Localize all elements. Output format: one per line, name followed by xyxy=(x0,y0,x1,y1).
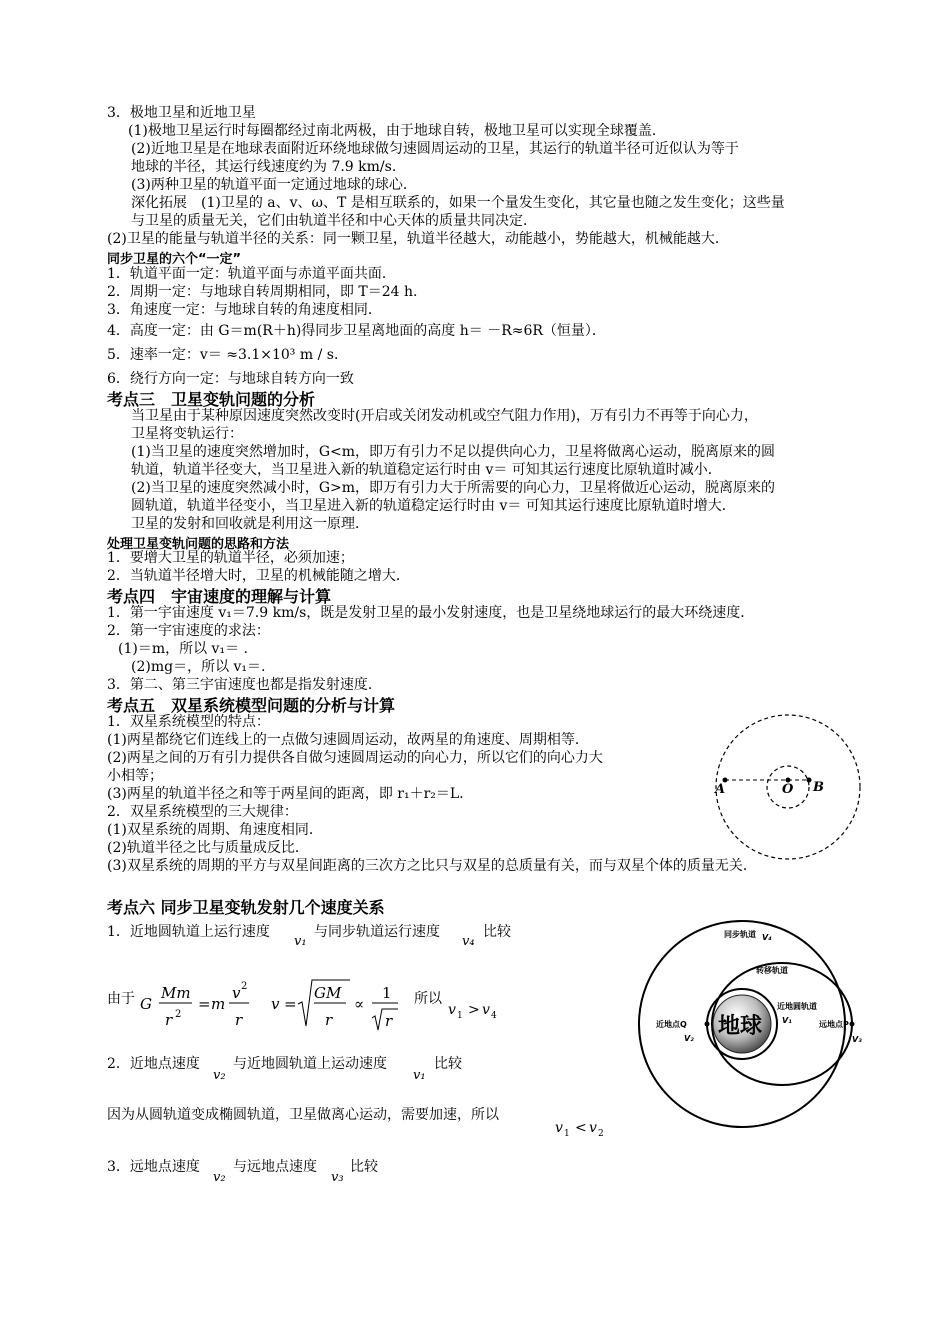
sync-title: 同步卫星的六个“一定” xyxy=(107,252,242,267)
svg-text:v: v xyxy=(232,984,241,1002)
label-a: A xyxy=(715,782,726,797)
point-p xyxy=(850,1022,855,1027)
s3-line-5: 深化拓展 (1)卫星的 a、v、ω、T 是相互联系的，如果一个量发生变化，其它量也随之发生变化；这些量 xyxy=(131,195,785,211)
k4-line-2: 2．第一宇宙速度的求法： xyxy=(107,623,270,639)
svg-text:2: 2 xyxy=(241,981,248,992)
sync-orbit-label: 同步轨道 xyxy=(724,930,756,939)
svg-text:v: v xyxy=(448,1002,456,1018)
k5-line-8: (2)轨道半径之比与质量成反比． xyxy=(107,840,309,856)
k6-q2-a: 2．近地点速度 xyxy=(107,1056,200,1072)
svg-text:GM: GM xyxy=(314,984,342,1002)
k3-line-3: (1)当卫星的速度突然增加时，G<m，即万有引力不足以提供向心力，卫星将做离心运动，脱离原来的圆 xyxy=(131,444,776,460)
k3-line-5: (2)当卫星的速度突然减小时，G>m，即万有引力大于所需要的向心力，卫星将做近心运动，脱离原来的 xyxy=(131,480,776,496)
sync-line-2: 2．周期一定：与地球自转周期相同，即 T＝24 h. xyxy=(107,284,418,300)
k3-line-7: 卫星的发射和回收就是利用这一原理． xyxy=(131,516,369,532)
k4-line-5: 3．第二、第三宇宙速度也都是指发射速度． xyxy=(107,677,382,693)
label-o: O xyxy=(782,782,794,797)
k6-q2-b: 与近地圆轨道上运动速度 xyxy=(233,1056,387,1072)
k6-q1-v4: v₄ xyxy=(462,934,475,949)
k4-line-3: (1)＝m，所以 v₁＝ . xyxy=(118,641,248,657)
svg-text:<: < xyxy=(575,1120,587,1136)
transfer-orbit-label: 转移轨道 xyxy=(756,966,788,975)
orbit-transfer-figure xyxy=(634,918,860,1130)
k6-v1-lt-v2 xyxy=(553,1116,613,1140)
svg-text:=: = xyxy=(198,995,211,1013)
k6-q3-v2: v₂ xyxy=(213,1170,226,1185)
svg-text:r: r xyxy=(235,1011,243,1029)
k6-v1-gt-v4 xyxy=(446,998,506,1022)
k6-q3-b: 与远地点速度 xyxy=(233,1159,317,1175)
s3-line-7: (2)卫星的能量与轨道半径的关系：同一颗卫星，轨道半径越大，动能越小，势能越大，机械能越大． xyxy=(107,231,729,247)
k6-q2-v2: v₂ xyxy=(213,1068,226,1083)
k5-line-4: 小相等； xyxy=(107,768,163,784)
sync-line-3: 3．角速度一定：与地球自转的角速度相同． xyxy=(107,302,382,318)
k3-method-1: 1．要增大卫星的轨道半径，必须加速； xyxy=(107,550,354,566)
svg-text:m: m xyxy=(211,995,226,1013)
k3-line-6: 圆轨道，轨道半径变小，当卫星进入新的轨道稳定运行时由 v＝ 可知其运行速度比原轨道时增大． xyxy=(131,498,736,514)
k5-line-1: 1．双星系统模型的特点： xyxy=(107,714,270,730)
k4-line-1: 1．第一宇宙速度 v₁＝7.9 km/s，既是发射卫星的最小发射速度，也是卫星绕地球运行的最大环绕速度． xyxy=(107,605,755,621)
svg-text:1: 1 xyxy=(457,1011,463,1021)
near-orbit-label: 近地圆轨道 xyxy=(777,1002,817,1011)
k5-line-6: 2．双星系统模型的三大规律： xyxy=(107,804,298,820)
k4-line-4: (2)mg＝，所以 v₁＝. xyxy=(131,659,266,675)
k5-line-2: (1)两星都绕它们连线上的一点做匀速圆周运动，故两星的角速度、周期相等． xyxy=(107,732,589,748)
k3-method-2: 2．当轨道半径增大时，卫星的机械能随之增大． xyxy=(107,568,410,584)
svg-text:2: 2 xyxy=(175,1009,182,1020)
sync-line-6: 6．绕行方向一定：与地球自转方向一致 xyxy=(107,371,354,387)
svg-text:r: r xyxy=(385,1012,393,1030)
k6-q2-v1: v₁ xyxy=(413,1068,426,1083)
svg-text:>: > xyxy=(468,1002,480,1018)
s3-line-2: (2)近地卫星是在地球表面附近环绕地球做匀速圆周运动的卫星，其运行的轨道半径可近似认为等于 xyxy=(131,141,739,157)
svg-text:Mm: Mm xyxy=(161,984,191,1002)
k5-line-7: (1)双星系统的周期、角速度相同． xyxy=(107,822,323,838)
k5-line-3: (2)两星之间的万有引力提供各自做匀速圆周运动的向心力，所以它们的向心力大 xyxy=(107,750,603,766)
k4-title: 考点四 宇宙速度的理解与计算 xyxy=(107,587,332,606)
far-point-p-label: 远地点P xyxy=(819,1020,849,1029)
earth-label: 地球 xyxy=(718,1014,763,1039)
k6-formula xyxy=(136,976,416,1034)
binary-star-figure xyxy=(712,712,862,862)
k6-therefore: 所以 xyxy=(414,991,442,1007)
near-v1-label: V₁ xyxy=(782,1016,792,1025)
sync-v4-label: V₄ xyxy=(762,933,772,942)
s3-line-3: 地球的半径，其运行线速度约为 7.9 km/s. xyxy=(131,159,397,175)
sync-line-5: 5．速率一定：v＝ ≈3.1×10³ m / s． xyxy=(107,347,348,363)
sync-line-4: 4．高度一定：由 G＝m(R＋h)得同步卫星离地面的高度 h＝ －R≈6R（恒量）． xyxy=(107,323,606,339)
svg-text:∝: ∝ xyxy=(354,995,365,1013)
k6-q1-v1: v₁ xyxy=(294,934,307,949)
svg-text:4: 4 xyxy=(491,1011,497,1021)
k6-q1-a: 1．近地圆轨道上运行速度 xyxy=(107,924,270,940)
svg-text:G: G xyxy=(140,995,152,1013)
k6-q2-reason: 因为从圆轨道变成椭圆轨道，卫星做离心运动，需要加速，所以 xyxy=(107,1107,499,1123)
svg-text:v: v xyxy=(589,1120,597,1136)
k6-because: 由于 xyxy=(107,991,135,1007)
k3-line-2: 卫星将变轨运行： xyxy=(131,426,243,442)
svg-text:r: r xyxy=(325,1011,333,1029)
k6-q3-a: 3．远地点速度 xyxy=(107,1159,200,1175)
k3-method-title: 处理卫星变轨问题的思路和方法 xyxy=(107,537,290,552)
k6-q1-c: 比较 xyxy=(483,924,511,940)
k6-q2-c: 比较 xyxy=(434,1056,462,1072)
sync-line-1: 1．轨道平面一定：轨道平面与赤道平面共面． xyxy=(107,266,396,282)
svg-text:1: 1 xyxy=(382,984,392,1002)
k3-title: 考点三 卫星变轨问题的分析 xyxy=(107,390,316,409)
k3-line-4: 轨道，轨道半径变大，当卫星进入新的轨道稳定运行时由 v＝ 可知其运行速度比原轨道时减小． xyxy=(131,462,722,478)
v3-label: V₃ xyxy=(852,1035,862,1044)
k6-q3-c: 比较 xyxy=(350,1159,378,1175)
k6-q1-b: 与同步轨道运行速度 xyxy=(314,924,440,940)
s3-line-6: 与卫星的质量无关，它们由轨道半径和中心天体的质量共同决定． xyxy=(131,213,537,229)
k5-line-5: (3)两星的轨道半径之和等于两星间的距离，即 r₁＋r₂＝L. xyxy=(107,786,464,802)
point-q xyxy=(705,1022,710,1027)
s3-line-4: (3)两种卫星的轨道平面一定通过地球的球心． xyxy=(131,177,417,193)
svg-text:=: = xyxy=(284,995,297,1013)
s3-line-0: 3．极地卫星和近地卫星 xyxy=(107,105,256,121)
label-b: B xyxy=(813,780,824,795)
star-b-dot xyxy=(807,778,812,783)
svg-text:r: r xyxy=(165,1011,173,1029)
k3-line-1: 当卫星由于某种原因速度突然改变时(开启或关闭发动机或空气阻力作用)，万有引力不再等于向心力， xyxy=(131,408,758,424)
svg-text:v: v xyxy=(482,1002,490,1018)
near-point-q-label: 近地点Q xyxy=(656,1020,687,1029)
k6-q3-v3: v₃ xyxy=(331,1170,344,1185)
svg-text:1: 1 xyxy=(564,1129,570,1139)
k5-title: 考点五 双星系统模型问题的分析与计算 xyxy=(107,696,396,715)
svg-text:2: 2 xyxy=(598,1129,604,1139)
k6-title: 考点六 同步卫星变轨发射几个速度关系 xyxy=(107,898,385,917)
s3-line-1: (1)极地卫星运行时每圈都经过南北两极，由于地球自转，极地卫星可以实现全球覆盖． xyxy=(128,123,666,139)
svg-text:v: v xyxy=(555,1120,563,1136)
v2-label: V₂ xyxy=(684,1034,694,1043)
k5-line-9: (3)双星系统的周期的平方与双星间距离的三次方之比只与双星的总质量有关，而与双星个体的质量无关． xyxy=(107,858,757,874)
svg-text:v: v xyxy=(271,995,280,1013)
